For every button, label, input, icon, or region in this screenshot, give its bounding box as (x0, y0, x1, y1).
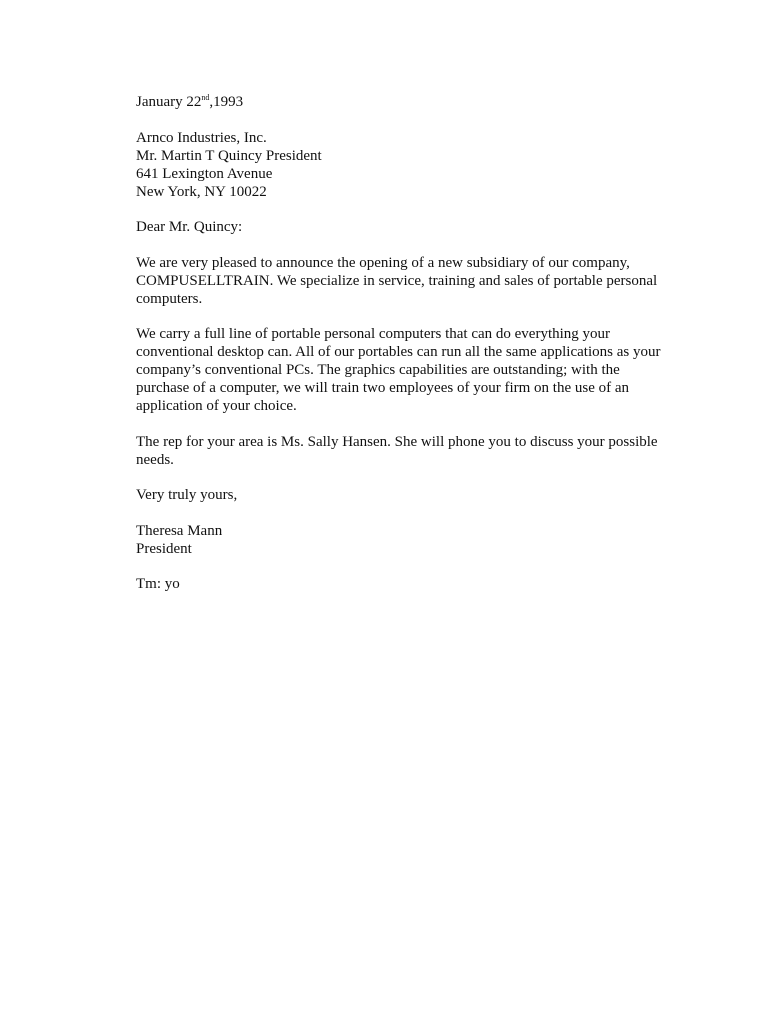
paragraph-line: computers. (136, 290, 203, 307)
recipient-company: Arnco Industries, Inc. (136, 129, 267, 146)
body-paragraph-1 (136, 254, 666, 308)
paragraph-line: conventional desktop can. All of our portables can run all the same applications as your (136, 344, 661, 360)
signature-block (136, 522, 666, 558)
paragraph-line: needs. (136, 451, 174, 468)
body-paragraph-3 (136, 433, 666, 469)
recipient-city-state-zip: New York, NY 10022 (136, 183, 267, 200)
date-year: ,1993 (209, 94, 244, 110)
reference-initials: Tm: yo (136, 576, 180, 592)
paragraph-line: application of your choice. (136, 398, 297, 414)
paragraph-line: We are very pleased to announce the opening of a new subsidiary of our company, (136, 254, 630, 271)
paragraph-line: We carry a full line of portable personal computers that can do everything your (136, 326, 611, 342)
date-ordinal-suffix: nd (201, 93, 210, 102)
signer-title: President (136, 540, 192, 557)
recipient-name-title: Mr. Martin T Quincy President (136, 147, 322, 164)
date-month-day: January 22 (136, 94, 202, 110)
body-paragraph-2 (136, 325, 666, 415)
recipient-address (136, 129, 666, 201)
salutation: Dear Mr. Quincy: (136, 219, 243, 235)
letter-body (136, 93, 666, 611)
paragraph-line: company’s conventional PCs. The graphics capabilities are outstanding; with the (136, 362, 620, 378)
recipient-street: 641 Lexington Avenue (136, 165, 273, 182)
paragraph-line: COMPUSELLTRAIN. We specialize in service, training and sales of portable personal (136, 272, 658, 289)
signer-name: Theresa Mann (136, 522, 223, 539)
letter-date (136, 93, 666, 111)
paragraph-line: The rep for your area is Ms. Sally Hansen. She will phone you to discuss your possible (136, 433, 658, 450)
complimentary-closing: Very truly yours, (136, 487, 238, 503)
paragraph-line: purchase of a computer, we will train two employees of your firm on the use of an (136, 380, 630, 396)
